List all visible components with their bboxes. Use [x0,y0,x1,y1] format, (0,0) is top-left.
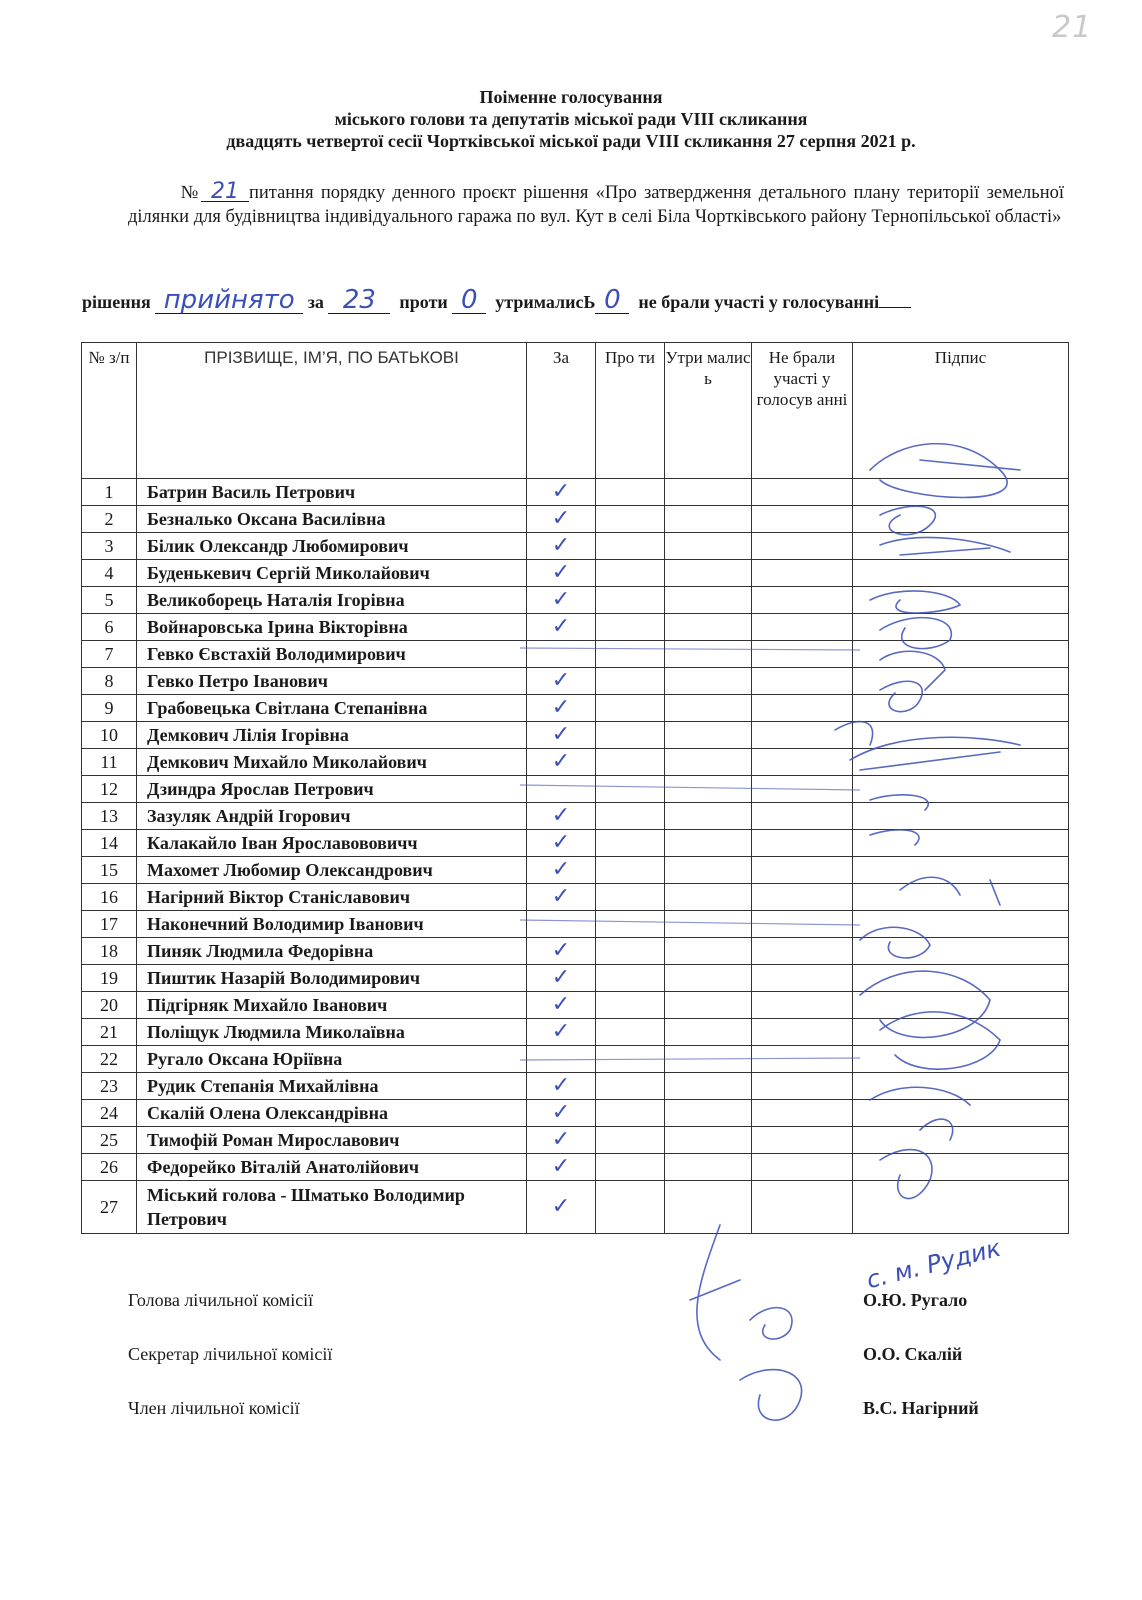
signature-cell [853,938,1069,965]
table-header-row [82,343,1069,479]
table-row [82,1046,1069,1073]
signature-cell [853,614,1069,641]
abstain-count-handwritten: 0 [604,285,621,315]
vote-absent [752,884,853,911]
deputy-name: Демкович Лілія Ігорівна [137,722,527,749]
vote-against [596,1127,665,1154]
deputy-name: Грабовецька Світлана Степанівна [137,695,527,722]
deputy-name: Скалій Олена Олександрівна [137,1100,527,1127]
signature-cell [853,911,1069,938]
decision-result-handwritten: прийнято [163,285,295,315]
row-number: 6 [82,614,137,641]
table-row [82,911,1069,938]
vote-for: ✓ [527,533,596,560]
vote-abstain [665,1073,752,1100]
vote-absent [752,641,853,668]
vote-against [596,776,665,803]
deputy-name: Підгірняк Михайло Іванович [137,992,527,1019]
vote-abstain [665,1046,752,1073]
vote-absent [752,992,853,1019]
row-number: 12 [82,776,137,803]
deputy-name: Наконечний Володимир Іванович [137,911,527,938]
decision-label: рішення [82,292,151,312]
vote-absent [752,803,853,830]
row-number: 20 [82,992,137,1019]
document-header [0,86,1142,152]
signature-cell [853,884,1069,911]
vote-against [596,830,665,857]
table-row [82,695,1069,722]
vote-abstain [665,1127,752,1154]
against-label: проти [399,292,448,312]
vote-abstain [665,1181,752,1234]
vote-rows [82,479,1069,1234]
vote-absent [752,722,853,749]
vote-absent [752,1019,853,1046]
row-number: 21 [82,1019,137,1046]
row-number: 3 [82,533,137,560]
vote-absent [752,1154,853,1181]
vote-abstain [665,668,752,695]
vote-against [596,533,665,560]
vote-against [596,938,665,965]
row-number: 27 [82,1181,137,1234]
vote-abstain [665,830,752,857]
table-row [82,884,1069,911]
signature-cell [853,506,1069,533]
signature-cell [853,1154,1069,1181]
vote-absent [752,749,853,776]
deputy-name: Гевко Петро Іванович [137,668,527,695]
signature-cell [853,533,1069,560]
row-number: 1 [82,479,137,506]
vote-for: ✓ [527,965,596,992]
vote-abstain [665,533,752,560]
deputy-name: Нагірний Віктор Станіславович [137,884,527,911]
row-number: 8 [82,668,137,695]
row-number: 25 [82,1127,137,1154]
table-row [82,1073,1069,1100]
absent-label: не брали участі у голосуванні [638,292,880,312]
abstain-count-field [595,285,629,315]
vote-absent [752,911,853,938]
vote-for: ✓ [527,1181,596,1234]
vote-against [596,1181,665,1234]
deputy-name: Батрин Василь Петрович [137,479,527,506]
table-row [82,587,1069,614]
header-num: № з/п [82,343,137,479]
vote-abstain [665,587,752,614]
signature-cell [853,641,1069,668]
decision-result-field [155,285,303,315]
table-row [82,560,1069,587]
vote-for: ✓ [527,1100,596,1127]
row-number: 22 [82,1046,137,1073]
row-number: 18 [82,938,137,965]
vote-against [596,803,665,830]
vote-against [596,1073,665,1100]
table-row [82,1019,1069,1046]
vote-for: ✓ [527,992,596,1019]
signature-cell [853,803,1069,830]
table-row [82,803,1069,830]
vote-abstain [665,1019,752,1046]
table-row [82,749,1069,776]
header-abstain: Утри малис ь [665,343,752,479]
table-row [82,722,1069,749]
vote-abstain [665,614,752,641]
header-for: За [527,343,596,479]
header-absent: Не брали участі у голосув анні [752,343,853,479]
agenda-question [128,181,1064,229]
vote-absent [752,695,853,722]
deputy-name: Войнаровська Ірина Вікторівна [137,614,527,641]
row-number: 19 [82,965,137,992]
table-row [82,641,1069,668]
commission-member: О.Ю. Ругало [863,1290,968,1310]
table-row [82,776,1069,803]
signature-cell [853,992,1069,1019]
vote-against [596,749,665,776]
vote-against [596,884,665,911]
row-number: 5 [82,587,137,614]
vote-for [527,641,596,668]
vote-for: ✓ [527,1073,596,1100]
table-row [82,614,1069,641]
commission-member: О.О. Скалій [863,1344,963,1364]
vote-for: ✓ [527,506,596,533]
question-text: питання порядку денного проєкт рішення «Про затвердження детального плану території земельної ділянки для будівництва індивідуального гаража по вул. Кут в селі Біла Чортківського району Тернопільської області» [128,183,1064,227]
deputy-name: Зазуляк Андрій Ігорович [137,803,527,830]
signature-cell [853,857,1069,884]
vote-abstain [665,722,752,749]
table-row [82,938,1069,965]
vote-against [596,1019,665,1046]
table-row [82,668,1069,695]
table-row [82,1100,1069,1127]
vote-abstain [665,1100,752,1127]
commission-role: Член лічильної комісії [128,1398,300,1418]
row-number: 9 [82,695,137,722]
vote-against [596,857,665,884]
header-name: ПРІЗВИЩЕ, ІМ’Я, ПО БАТЬКОВІ [137,343,527,479]
deputy-name: Великоборець Наталія Ігорівна [137,587,527,614]
vote-absent [752,938,853,965]
commission-role: Секретар лічильної комісії [128,1344,333,1364]
deputy-name: Пиняк Людмила Федорівна [137,938,527,965]
row-number: 4 [82,560,137,587]
signature-cell [853,1127,1069,1154]
row-number: 26 [82,1154,137,1181]
row-number: 17 [82,911,137,938]
vote-against [596,506,665,533]
vote-abstain [665,506,752,533]
vote-for: ✓ [527,1127,596,1154]
vote-for: ✓ [527,560,596,587]
vote-for: ✓ [527,938,596,965]
vote-absent [752,1100,853,1127]
vote-abstain [665,695,752,722]
deputy-name: Демкович Михайло Миколайович [137,749,527,776]
vote-abstain [665,803,752,830]
deputy-name: Білик Олександр Любомирович [137,533,527,560]
row-number: 16 [82,884,137,911]
signature-cell [853,1073,1069,1100]
table-row [82,1127,1069,1154]
for-label: за [307,292,324,312]
vote-abstain [665,992,752,1019]
against-count-handwritten: 0 [461,285,478,315]
vote-for: ✓ [527,1019,596,1046]
vote-absent [752,587,853,614]
vote-against [596,614,665,641]
signature-cell [853,1046,1069,1073]
vote-for: ✓ [527,695,596,722]
vote-against [596,965,665,992]
vote-absent [752,1046,853,1073]
vote-for [527,1046,596,1073]
vote-absent [752,668,853,695]
deputy-name: Безналько Оксана Василівна [137,506,527,533]
deputy-name: Поліщук Людмила Миколаївна [137,1019,527,1046]
vote-for: ✓ [527,587,596,614]
header-against: Про ти [596,343,665,479]
vote-absent [752,1073,853,1100]
vote-abstain [665,911,752,938]
vote-absent [752,1127,853,1154]
decision-line [82,285,1062,315]
signature-cell [853,587,1069,614]
table-row [82,1181,1069,1234]
deputy-name: Махомет Любомир Олександрович [137,857,527,884]
vote-abstain [665,938,752,965]
vote-abstain [665,776,752,803]
vote-abstain [665,965,752,992]
table-row [82,506,1069,533]
vote-abstain [665,884,752,911]
row-number: 23 [82,1073,137,1100]
commission-member: В.С. Нагірний [863,1398,979,1418]
deputy-name: Тимофій Роман Мирославович [137,1127,527,1154]
vote-for: ✓ [527,479,596,506]
vote-for: ✓ [527,884,596,911]
signature-cell [853,722,1069,749]
vote-against [596,911,665,938]
vote-absent [752,479,853,506]
vote-against [596,587,665,614]
vote-abstain [665,749,752,776]
vote-for [527,776,596,803]
table-row [82,479,1069,506]
vote-against [596,1100,665,1127]
table-row [82,533,1069,560]
signature-cell [853,749,1069,776]
vote-against [596,992,665,1019]
vote-abstain [665,560,752,587]
vote-abstain [665,857,752,884]
header-line-2: міського голови та депутатів міської ради VIII скликання [334,109,808,129]
vote-for: ✓ [527,749,596,776]
vote-table [81,342,1069,1234]
deputy-name: Дзиндра Ярослав Петрович [137,776,527,803]
row-number: 14 [82,830,137,857]
vote-for: ✓ [527,1154,596,1181]
signature-cell [853,830,1069,857]
vote-against [596,695,665,722]
signature-cell [853,1019,1069,1046]
vote-absent [752,776,853,803]
vote-absent [752,614,853,641]
vote-for: ✓ [527,668,596,695]
vote-against [596,479,665,506]
deputy-name: Федорейко Віталій Анатолійович [137,1154,527,1181]
vote-against [596,722,665,749]
vote-absent [752,1181,853,1234]
row-number: 10 [82,722,137,749]
vote-absent [752,506,853,533]
deputy-name: Рудик Степанія Михайлівна [137,1073,527,1100]
signature-cell [853,1100,1069,1127]
vote-against [596,560,665,587]
vote-absent [752,533,853,560]
table-row [82,992,1069,1019]
question-number-handwritten: 21 [201,183,249,202]
row-number: 13 [82,803,137,830]
signature-cell [853,695,1069,722]
row-number: 7 [82,641,137,668]
table-row [82,965,1069,992]
absent-count-field [879,307,911,308]
vote-for: ✓ [527,614,596,641]
deputy-name: Пиштик Назарій Володимирович [137,965,527,992]
vote-absent [752,857,853,884]
header-line-3: двадцять четвертої сесії Чортківської міської ради VIII скликання 27 серпня 2021 р. [226,131,916,151]
header-signature: Підпис [853,343,1069,479]
signature-cell [853,1181,1069,1234]
deputy-name: Ругало Оксана Юріївна [137,1046,527,1073]
handwritten-annotation: с. м. Рудик [863,1233,1004,1295]
row-number: 24 [82,1100,137,1127]
vote-against [596,1046,665,1073]
abstain-label: утрималисЬ [495,292,596,312]
table-row [82,857,1069,884]
vote-for [527,911,596,938]
vote-for: ✓ [527,803,596,830]
page-number: 21 [1052,10,1093,45]
table-row [82,1154,1069,1181]
vote-absent [752,965,853,992]
vote-absent [752,830,853,857]
header-line-1: Поіменне голосування [479,87,663,107]
signature-cell [853,560,1069,587]
against-count-field [452,285,486,315]
vote-for: ✓ [527,722,596,749]
for-count-handwritten: 23 [342,285,376,315]
commission-role: Голова лічильної комісії [128,1290,314,1310]
signature-cell [853,776,1069,803]
vote-for: ✓ [527,857,596,884]
vote-abstain [665,641,752,668]
row-number: 2 [82,506,137,533]
vote-for: ✓ [527,830,596,857]
vote-against [596,668,665,695]
vote-against [596,1154,665,1181]
deputy-name: Буденькевич Сергій Миколайович [137,560,527,587]
signature-cell [853,965,1069,992]
deputy-name: Калакайло Іван Ярославововичч [137,830,527,857]
row-number: 15 [82,857,137,884]
vote-abstain [665,479,752,506]
deputy-name: Гевко Євстахій Володимирович [137,641,527,668]
vote-abstain [665,1154,752,1181]
row-number: 11 [82,749,137,776]
signature-cell [853,668,1069,695]
vote-against [596,641,665,668]
vote-absent [752,560,853,587]
table-row [82,830,1069,857]
deputy-name: Міський голова - Шматько Володимир Петрович [137,1181,527,1234]
signature-cell [853,479,1069,506]
question-number-prefix: № [178,183,201,203]
for-count-field [328,285,390,315]
